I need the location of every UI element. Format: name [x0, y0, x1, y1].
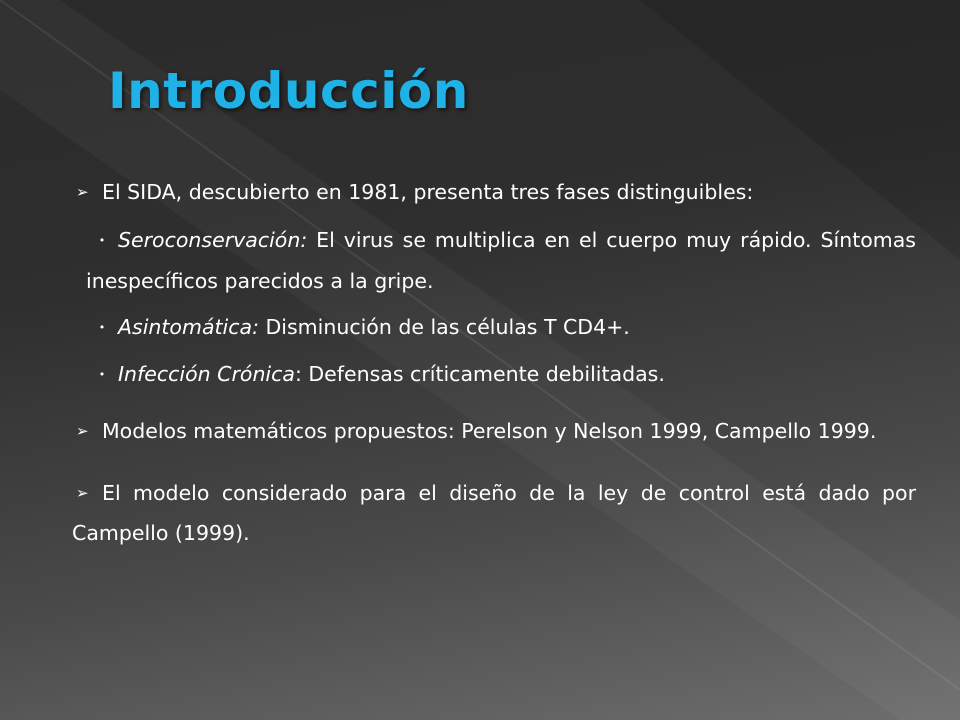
paragraph-text: El SIDA, descubierto en 1981, presenta tres fases distinguibles:	[102, 180, 754, 204]
phase-term: Asintomática:	[118, 315, 259, 339]
dot-bullet-icon: •	[98, 234, 106, 247]
dot-bullet-icon: •	[98, 368, 106, 381]
slide-title: Introducción	[108, 62, 469, 120]
phase-item	[72, 307, 916, 348]
paragraph-text: El modelo considerado para el diseño de la ley de control está dado por Campello (1999).	[72, 481, 916, 545]
arrow-bullet-icon: ➢	[76, 422, 89, 440]
arrow-bullet-icon: ➢	[76, 183, 89, 201]
phase-description: El virus se multiplica en el cuerpo muy rápido. Síntomas inespecíficos parecidos a la gripe.	[86, 228, 916, 293]
slide-body	[72, 172, 916, 553]
paragraph-control-model	[72, 473, 916, 553]
paragraph-text: Modelos matemáticos propuestos: Perelson y Nelson 1999, Campello 1999.	[102, 419, 877, 443]
arrow-bullet-icon: ➢	[76, 484, 89, 502]
phase-description: : Defensas críticamente debilitadas.	[294, 362, 665, 386]
phase-term: Seroconservación:	[118, 228, 308, 252]
phase-item	[72, 220, 916, 301]
phase-term: Infección Crónica	[118, 362, 295, 386]
dot-bullet-icon: •	[98, 321, 106, 334]
phase-description: Disminución de las células T CD4+.	[258, 315, 630, 339]
phase-item	[72, 354, 916, 395]
paragraph-phases-intro	[72, 172, 916, 212]
paragraph-models	[72, 411, 916, 451]
